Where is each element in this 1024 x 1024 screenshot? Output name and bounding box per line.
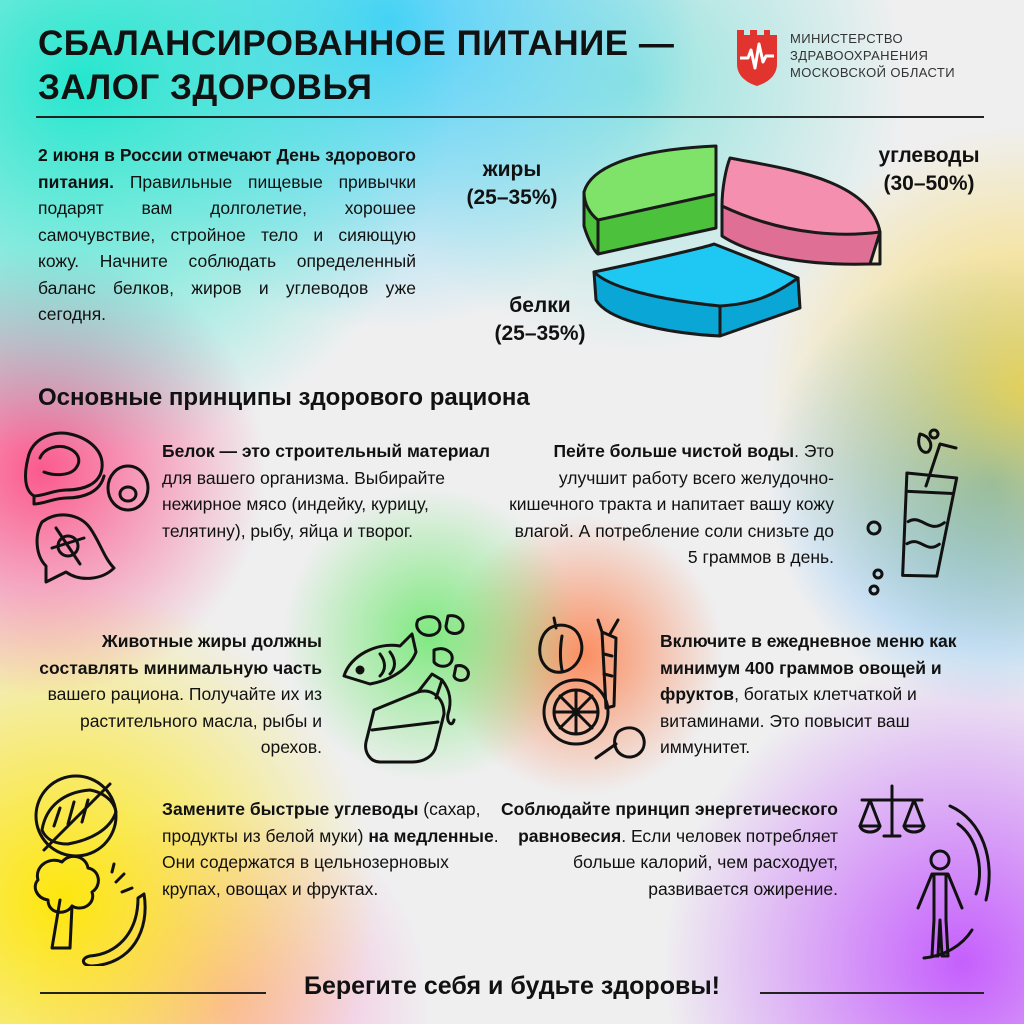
carbs-bold-1: Замените быстрые углеводы xyxy=(162,799,419,819)
fats-text: вашего рациона. Получайте их из растительного масла, рыбы и орехов. xyxy=(47,684,322,757)
balance-block xyxy=(498,796,838,902)
veg-block xyxy=(660,628,1000,761)
water-text: . Это улучшит работу всего желудочно-кишечного тракта и напитает вашу кожу влагой. А потребление соли снизьте до 5 граммов в день. xyxy=(509,441,834,567)
carbs-bold-2: на медленные xyxy=(368,825,494,846)
page-title xyxy=(38,22,718,110)
intro-bold: 2 июня в России отмечают День здорового питания. xyxy=(38,145,416,192)
carbs-text-2: . Они содержатся в цельнозерновых крупах, овощах и фруктах. xyxy=(162,825,499,899)
veg-text: , богатых клетчаткой и витаминами. Это повысит ваш иммунитет. xyxy=(660,684,917,757)
veg-bold: Включите в ежедневное меню как минимум 400 граммов овощей и фруктов xyxy=(660,631,957,704)
label-carb: углеводы (30–50%) xyxy=(878,144,980,195)
protein-bold: Белок — это строительный материал xyxy=(162,441,490,461)
vegetables-fruits-icon xyxy=(532,614,650,770)
fats-block xyxy=(22,628,322,761)
carbs-text-1: (сахар, продукты из белой муки) xyxy=(162,799,481,846)
ministry-logo xyxy=(734,24,1004,94)
protein-block xyxy=(162,438,502,544)
pie-slice-protein xyxy=(594,244,800,336)
title-line-1: СБАЛАНСИРОВАННОЕ ПИТАНИЕ — xyxy=(38,24,675,63)
pie-slice-carb xyxy=(722,158,880,264)
scales-person-icon xyxy=(854,780,1004,964)
pie-slice-fat xyxy=(584,146,716,254)
protein-text: для вашего организма. Выбирайте нежирное мясо (индейку, курицу, телятину), рыбу, яйца и творог. xyxy=(162,467,445,541)
title-line-2: ЗАЛОГ ЗДОРОВЬЯ xyxy=(38,68,373,107)
label-protein: белки (25–35%) xyxy=(494,294,586,345)
ministry-name: МИНИСТЕРСТВО ЗДРАВООХРАНЕНИЯ МОСКОВСКОЙ ОБЛАСТИ xyxy=(790,31,955,80)
balance-bold: Соблюдайте принцип энергетического равновесия xyxy=(501,799,838,846)
intro-text xyxy=(38,142,416,328)
water-block xyxy=(508,438,834,571)
header-divider xyxy=(36,116,984,118)
ministry-emblem-icon xyxy=(734,26,780,88)
fats-bold: Животные жиры должны составлять минимальную часть xyxy=(39,631,322,678)
water-bold: Пейте больше чистой воды xyxy=(553,441,795,461)
balance-text: . Если человек потребляет больше калорий, чем расходует, развивается ожирение. xyxy=(573,825,838,899)
intro-body: Правильные пищевые привычки подарят вам долголетие, хорошее самочувствие, стройное тело и сияющую кожу. Начните соблюдать определенный баланс белков, жиров и углеводов уже сегодня. xyxy=(38,171,416,324)
fish-oil-nuts-icon xyxy=(340,606,476,774)
label-fat: жиры (25–35%) xyxy=(466,158,558,209)
section-title: Основные принципы здорового рациона xyxy=(38,384,530,411)
meat-egg-fish-icon xyxy=(18,424,150,590)
footer-text: Берегите себя и будьте здоровы! xyxy=(303,972,721,1000)
bread-broccoli-banana-icon xyxy=(20,770,152,966)
carbs-block xyxy=(162,796,502,902)
water-glass-icon xyxy=(860,424,970,600)
macronutrient-chart xyxy=(450,128,1010,368)
